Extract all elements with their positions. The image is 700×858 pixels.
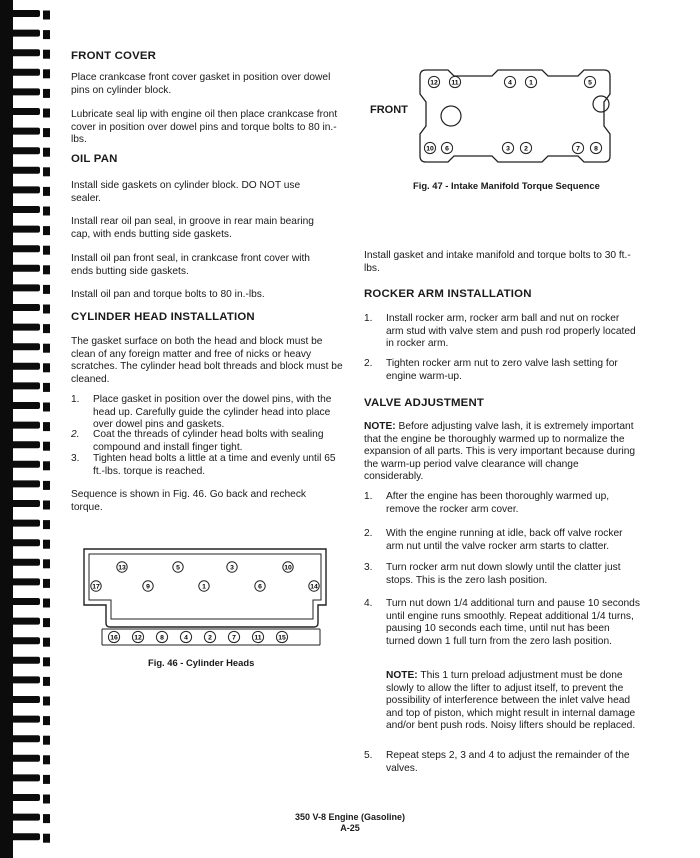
binding-hole [43,422,50,431]
note-label: NOTE: [386,670,418,681]
fig46-cylinder-head-diagram [80,545,332,647]
binding-hole [43,716,50,725]
note-text: This 1 turn preload adjustment must be done slowly to allow the lifter to adjust itself, to prevent the possibility of interference between the inlet valve head and top of piston, which might result in internal damage and/or bent push rods. Noisy lifters should be replaced. [386,670,636,732]
cylinder-head-step [71,394,341,432]
bolt-number: 15 [278,634,286,642]
front-cover-heading: FRONT COVER [71,50,157,62]
front-cover-paragraph-1: Place crankcase front cover gasket in position over dowel pins on cylinder block. [71,72,331,96]
bolt-number: 8 [594,145,598,153]
binding-hole [43,795,50,804]
step-number: 1. [71,394,80,405]
bolt-number: 16 [110,634,118,642]
binding-hole [43,755,50,764]
step-number: 1. [364,313,373,324]
step-number: 1. [364,491,373,502]
binding-hole [43,265,50,274]
binding-coil [10,363,40,370]
bolt-number: 10 [426,145,434,153]
binding-hole [43,403,50,412]
bolt-number: 4 [184,634,188,642]
binding-coil [10,461,40,468]
bolt-number: 3 [230,564,234,572]
valve-adjustment-note-2 [386,670,640,733]
binding-coil [10,88,40,95]
fig47-intake-manifold-diagram [418,64,618,170]
binding-hole [43,324,50,333]
bolt-number: 1 [529,79,533,87]
bolt-number: 11 [254,634,262,642]
note-label: NOTE: [364,421,396,432]
binding-coil [10,10,40,17]
step-text: After the engine has been thoroughly warmed up, remove the rocker arm cover. [386,491,610,515]
fig47-caption: Fig. 47 - Intake Manifold Torque Sequence [413,180,600,191]
binding-hole [43,11,50,20]
binding-hole [43,305,50,314]
binding-coil [10,284,40,291]
binding-hole [43,599,50,608]
binding-coil [10,226,40,233]
front-label: FRONT [370,104,408,116]
step-text: Tighten rocker arm nut to zero valve lash setting for engine warm-up. [386,358,618,382]
binding-hole [43,226,50,235]
bolt-number: 1 [202,583,206,591]
oil-pan-heading: OIL PAN [71,153,118,165]
binding-coil [10,716,40,723]
bolt-number: 7 [576,145,580,153]
binding-hole [43,559,50,568]
rocker-arm-step [364,313,638,351]
note-text: Before adjusting valve lash, it is extremely important that the engine be thoroughly warmed up to normalize the expansion of all parts. This is very important because during the warm-up period valve clearance will change considerably. [364,421,636,483]
bolt-number: 14 [310,583,318,591]
binding-coil [10,657,40,664]
rocker-arm-heading: ROCKER ARM INSTALLATION [364,288,532,300]
binding-hole [43,618,50,627]
valve-adjustment-note [364,421,638,484]
step-text: With the engine running at idle, back off valve rocker arm nut until the valve rocker arm starts to clatter. [386,528,623,552]
binding-hole [43,383,50,392]
binding-coil [10,598,40,605]
binding-hole [43,69,50,78]
step-text: Tighten head bolts a little at a time and evenly until 65 ft.-lbs. torque is reached. [93,453,336,477]
binding-hole [43,363,50,372]
bolt-number: 8 [160,634,164,642]
binding-coil [10,696,40,703]
cylinder-head-step [71,453,341,478]
step-text: Place gasket in position over the dowel pins, with the head up. Carefully guide the cylinder head into place over dowel pins and gaskets. [93,394,332,431]
binding-coil [10,304,40,311]
binding-hole [43,520,50,529]
page-footer [0,812,700,834]
binding-coil [10,500,40,507]
bolt-number: 6 [445,145,449,153]
binding-hole [43,834,50,843]
bolt-number: 13 [118,564,126,572]
binding-hole [43,481,50,490]
binding-hole [43,638,50,647]
step-number: 3. [364,562,373,573]
binding-coil [10,108,40,115]
valve-adjustment-step [364,491,640,516]
binding-hole [43,657,50,666]
fig46-caption: Fig. 46 - Cylinder Heads [148,657,255,668]
binding-hole [43,677,50,686]
binding-coil [10,206,40,213]
binding-hole [43,697,50,706]
bolt-number: 10 [284,564,292,572]
binding-coil [10,402,40,409]
step-number: 2. [71,429,80,440]
binding-hole [43,246,50,255]
binding-coil [10,774,40,781]
binding-coil [10,755,40,762]
binding-coil [10,265,40,272]
binding-hole [43,89,50,98]
binding-coil [10,49,40,56]
binding-coil [10,186,40,193]
binding-hole [43,501,50,510]
intake-manifold-paragraph: Install gasket and intake manifold and torque bolts to 30 ft.-lbs. [364,250,631,274]
sequence-note: Sequence is shown in Fig. 46. Go back and recheck torque. [71,489,307,513]
binding-hole [43,109,50,118]
oil-pan-paragraph-3: Install oil pan front seal, in crankcase front cover with ends butting side gaskets. [71,253,310,277]
binding-hole [43,736,50,745]
binding-hole [43,30,50,39]
bolt-number: 6 [258,583,262,591]
binding-coil [10,245,40,252]
bolt-number: 5 [176,564,180,572]
binding-coil [10,147,40,154]
bolt-number: 17 [92,583,100,591]
bolt-number: 11 [451,79,459,87]
binding-coil [10,618,40,625]
spiral-binding [0,0,58,858]
binding-coil [10,69,40,76]
step-number: 2. [364,358,373,369]
oil-pan-paragraph-4: Install oil pan and torque bolts to 80 in.-lbs. [71,289,265,300]
bolt-number: 3 [506,145,510,153]
binding-hole [43,442,50,451]
valve-adjustment-heading: VALVE ADJUSTMENT [364,397,485,409]
binding-coil [10,343,40,350]
step-text: Turn rocker arm nut down slowly until the clatter just stops. This is the zero lash position. [386,562,621,586]
binding-coil [10,480,40,487]
step-text: Turn nut down 1/4 additional turn and pause 10 seconds until engine runs smoothly. Repeat additional 1/4 turns, pausing 10 seconds each time, until nut has been turned down 1 full turn from the zero lash position. [386,598,640,647]
step-number: 2. [364,528,373,539]
page-number: A-25 [340,823,360,833]
bolt-number: 12 [430,79,438,87]
binding-hole [43,187,50,196]
step-number: 3. [71,453,80,464]
front-cover-paragraph-2: Lubricate seal lip with engine oil then place crankcase front cover in position over dowel pins and torque bolts to 80 in.-lbs. [71,109,338,146]
binding-coil [10,578,40,585]
step-text: Coat the threads of cylinder head bolts with sealing compound and install finger tight. [93,429,324,453]
binding-hole [43,50,50,59]
bolt-number: 9 [146,583,150,591]
cylinder-head-step [71,429,341,454]
cylinder-head-paragraph: The gasket surface on both the head and block must be clean of any foreign matter and free of nicks or heavy scratches. The cylinder head bolt threads and block must be cleaned. [71,336,343,385]
binding-hole [43,344,50,353]
bolt-number: 7 [232,634,236,642]
valve-adjustment-step [364,528,640,553]
binding-hole [43,540,50,549]
bolt-number: 4 [508,79,512,87]
binding-coil [10,676,40,683]
binding-coil [10,794,40,801]
binding-hole [43,167,50,176]
binding-hole [43,461,50,470]
binding-coil [10,833,40,840]
valve-adjustment-step [364,750,640,775]
footer-title: 350 V-8 Engine (Gasoline) [294,812,406,822]
valve-adjustment-step [364,562,640,587]
binding-coil [10,30,40,37]
bolt-number: 5 [588,79,592,87]
binding-coil [10,637,40,644]
binding-hole [43,148,50,157]
binding-coil [10,539,40,546]
step-text: Repeat steps 2, 3 and 4 to adjust the remainder of the valves. [386,750,630,774]
step-number: 4. [364,598,373,609]
step-text: Install rocker arm, rocker arm ball and nut on rocker arm stud with valve stem and push rod properly located in rocker arm. [386,313,636,350]
binding-hole [43,775,50,784]
oil-pan-paragraph-1: Install side gaskets on cylinder block. DO NOT use sealer. [71,180,301,204]
rocker-arm-step [364,358,638,383]
bolt-number: 2 [208,634,212,642]
binding-coil [10,382,40,389]
binding-hole [43,579,50,588]
binding-coil [10,324,40,331]
binding-coil [10,422,40,429]
oil-pan-paragraph-2: Install rear oil pan seal, in groove in rear main bearing cap, with ends butting side gaskets. [71,216,314,240]
binding-coil [10,559,40,566]
binding-coil [10,735,40,742]
bolt-number: 2 [524,145,528,153]
binding-hole [43,128,50,137]
binding-coil [10,128,40,135]
binding-coil [10,441,40,448]
binding-hole [43,285,50,294]
bolt-number: 12 [134,634,142,642]
step-number: 5. [364,750,373,761]
cylinder-head-heading: CYLINDER HEAD INSTALLATION [71,311,255,323]
valve-adjustment-step [364,598,640,648]
binding-hole [43,207,50,216]
binding-coil [10,167,40,174]
binding-coil [10,520,40,527]
